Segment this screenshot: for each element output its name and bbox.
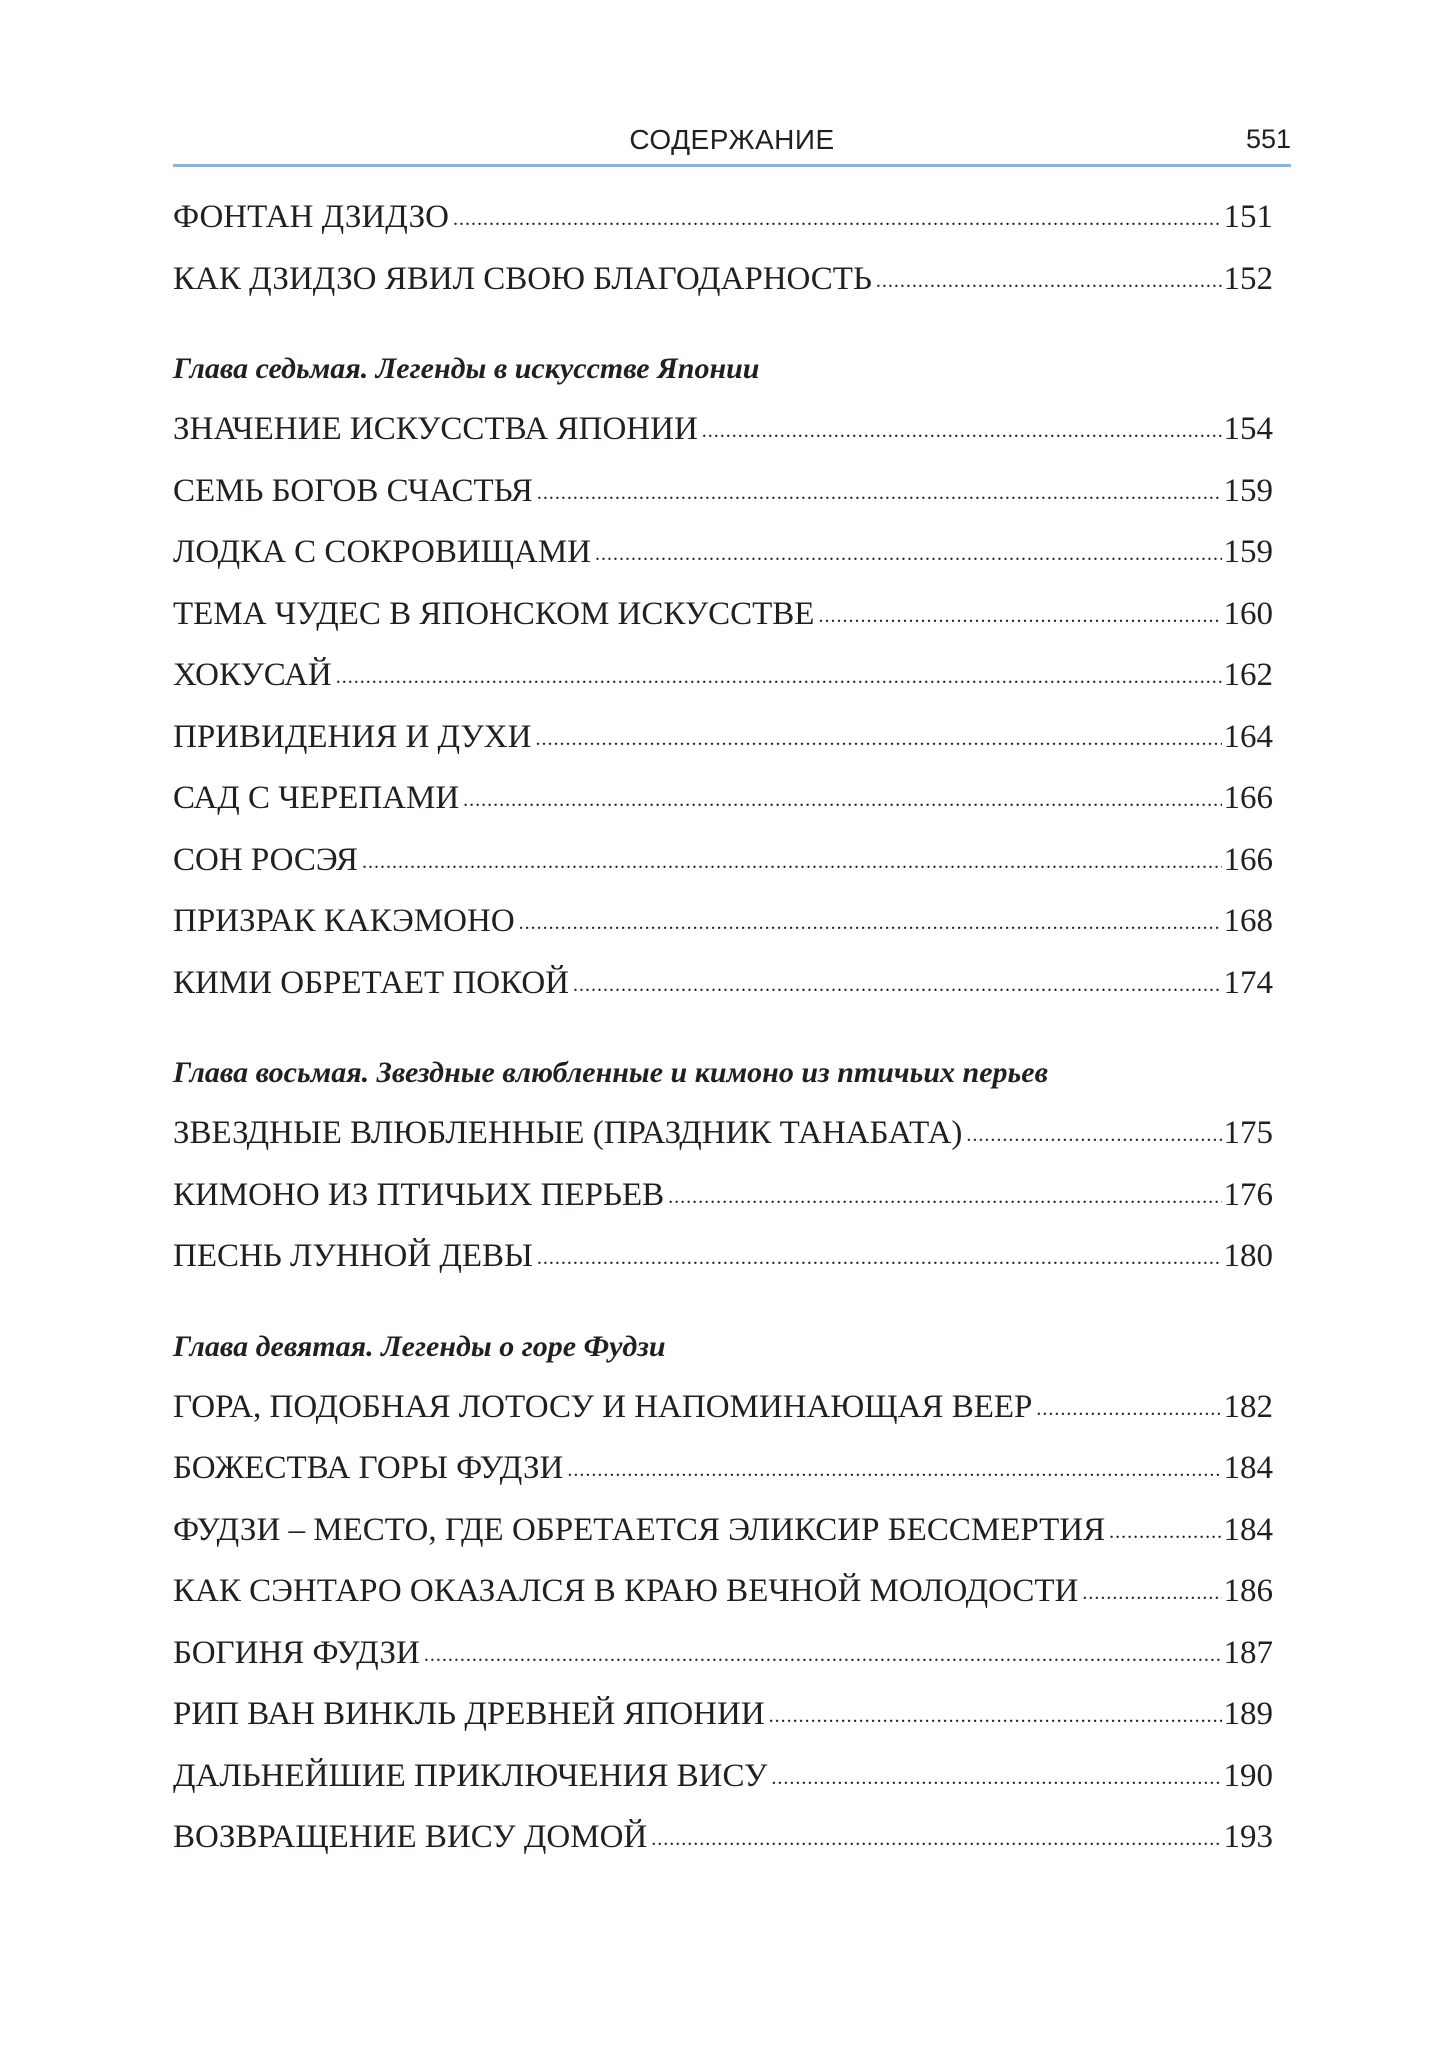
entry-title: ЗНАЧЕНИЕ ИСКУССТВА ЯПОНИИ (173, 411, 698, 447)
entry-title: КИМИ ОБРЕТАЕТ ПОКОЙ (173, 964, 569, 1001)
dot-leader (1082, 1563, 1221, 1625)
entry-page-number: 187 (1223, 1634, 1273, 1671)
entry-page-number: 176 (1223, 1176, 1273, 1213)
toc-entry (173, 1500, 1273, 1562)
dot-leader (595, 524, 1221, 586)
entry-page-number: 164 (1223, 718, 1273, 755)
dot-leader (1036, 1379, 1221, 1441)
dot-leader (1109, 1502, 1221, 1564)
dot-leader (769, 1686, 1222, 1748)
entry-page-number: 190 (1223, 1757, 1273, 1794)
entry-title: ПЕСНЬ ЛУННОЙ ДЕВЫ (173, 1238, 533, 1274)
chapter-heading: Глава седьмая. Легенды в искусстве Японии (173, 352, 760, 385)
entry-page-number: 159 (1223, 472, 1273, 509)
entry-page-number: 166 (1223, 841, 1273, 878)
toc-section (173, 338, 1273, 1014)
toc-entry (173, 645, 1273, 707)
entry-title: РИП ВАН ВИНКЛЬ ДРЕВНЕЙ ЯПОНИИ (173, 1696, 765, 1732)
dot-leader (651, 1809, 1221, 1871)
toc-entry (173, 1438, 1273, 1500)
dot-leader (463, 770, 1221, 832)
toc-section (173, 1316, 1273, 1869)
entry-title: КИМОНО ИЗ ПТИЧЬИХ ПЕРЬЕВ (173, 1176, 665, 1213)
dot-leader (535, 709, 1221, 771)
entry-title: КАК СЭНТАРО ОКАЗАЛСЯ В КРАЮ ВЕЧНОЙ МОЛОДОСТИ (173, 1573, 1079, 1609)
dot-leader (818, 586, 1221, 648)
chapter-heading: Глава девятая. Легенды о горе Фудзи (173, 1329, 666, 1363)
dot-leader (876, 251, 1222, 313)
entry-title: СОН РОСЭЯ (173, 841, 358, 878)
entry-page-number: 168 (1223, 903, 1273, 939)
entry-title: ДАЛЬНЕЙШИЕ ПРИКЛЮЧЕНИЯ ВИСУ (173, 1757, 768, 1794)
toc-entry (173, 953, 1273, 1015)
toc-entry (173, 249, 1273, 311)
entry-page-number: 160 (1223, 595, 1273, 632)
toc-entry (173, 1807, 1273, 1869)
toc-entry (173, 1684, 1273, 1746)
dot-leader (424, 1625, 1222, 1687)
entry-title: БОГИНЯ ФУДЗИ (173, 1634, 420, 1671)
dot-leader (668, 1167, 1221, 1229)
toc-entry (173, 1165, 1273, 1227)
entry-title: ХОКУСАЙ (173, 657, 332, 693)
entry-page-number: 180 (1223, 1238, 1273, 1274)
entry-page-number: 189 (1223, 1696, 1273, 1732)
entry-title: ЗВЕЗДНЫЕ ВЛЮБЛЕННЫЕ (ПРАЗДНИК ТАНАБАТА) (173, 1115, 963, 1151)
entry-page-number: 162 (1223, 657, 1273, 693)
entry-page-number: 186 (1223, 1573, 1273, 1609)
toc-entry (173, 1103, 1273, 1165)
dot-leader (453, 189, 1222, 251)
toc-entry (173, 1226, 1273, 1288)
entry-page-number: 166 (1223, 780, 1273, 816)
toc-entry (173, 830, 1273, 892)
entry-page-number: 184 (1223, 1511, 1273, 1548)
chapter-heading: Глава восьмая. Звездные влюбленные и кимоно из птичьих перьев (173, 1056, 1048, 1089)
page-header (173, 118, 1291, 170)
entry-page-number: 193 (1223, 1819, 1273, 1855)
dot-leader (573, 955, 1222, 1017)
dot-leader (567, 1440, 1221, 1502)
dot-leader (519, 893, 1222, 955)
toc-entry (173, 1377, 1273, 1439)
entry-title: ВОЗВРАЩЕНИЕ ВИСУ ДОМОЙ (173, 1819, 648, 1855)
page-number: 551 (1245, 124, 1291, 154)
entry-title: ПРИВИДЕНИЯ И ДУХИ (173, 718, 532, 755)
dot-leader (537, 463, 1222, 525)
dot-leader (362, 832, 1222, 894)
entry-title: ФУДЗИ – МЕСТО, ГДЕ ОБРЕТАЕТСЯ ЭЛИКСИР БЕССМЕРТИЯ (173, 1511, 1106, 1548)
dot-leader (771, 1748, 1221, 1810)
table-of-contents (173, 187, 1273, 1869)
entry-title: ТЕМА ЧУДЕС В ЯПОНСКОМ ИСКУССТВЕ (173, 595, 815, 632)
toc-entry (173, 891, 1273, 953)
toc-entry (173, 768, 1273, 830)
entry-title: ФОНТАН ДЗИДЗО (173, 199, 449, 235)
toc-entry (173, 1623, 1273, 1685)
toc-entry (173, 1561, 1273, 1623)
entry-page-number: 154 (1223, 411, 1273, 447)
toc-section (173, 187, 1273, 310)
toc-entry (173, 707, 1273, 769)
entry-page-number: 151 (1223, 199, 1273, 235)
toc-entry (173, 461, 1273, 523)
entry-page-number: 159 (1223, 534, 1273, 570)
toc-entry (173, 399, 1273, 461)
dot-leader (966, 1105, 1221, 1167)
entry-title: БОЖЕСТВА ГОРЫ ФУДЗИ (173, 1450, 564, 1486)
entry-page-number: 175 (1223, 1115, 1273, 1151)
entry-title: СЕМЬ БОГОВ СЧАСТЬЯ (173, 472, 533, 509)
toc-entry (173, 1746, 1273, 1808)
entry-title: ГОРА, ПОДОБНАЯ ЛОТОСУ И НАПОМИНАЮЩАЯ ВЕЕР (173, 1388, 1033, 1425)
header-divider (173, 164, 1291, 167)
entry-page-number: 184 (1223, 1450, 1273, 1486)
dot-leader (702, 401, 1222, 463)
entry-title: ПРИЗРАК КАКЭМОНО (173, 903, 515, 939)
dot-leader (537, 1228, 1222, 1290)
toc-section (173, 1042, 1273, 1288)
entry-page-number: 182 (1223, 1388, 1273, 1425)
entry-title: КАК ДЗИДЗО ЯВИЛ СВОЮ БЛАГОДАРНОСТЬ (173, 260, 872, 297)
toc-entry (173, 187, 1273, 249)
entry-page-number: 152 (1223, 260, 1273, 297)
toc-entry (173, 584, 1273, 646)
running-head-title: СОДЕРЖАНИЕ (629, 124, 835, 155)
entry-page-number: 174 (1223, 964, 1273, 1001)
entry-title: ЛОДКА С СОКРОВИЩАМИ (173, 534, 592, 570)
toc-entry (173, 522, 1273, 584)
entry-title: САД С ЧЕРЕПАМИ (173, 780, 460, 816)
dot-leader (336, 647, 1222, 709)
